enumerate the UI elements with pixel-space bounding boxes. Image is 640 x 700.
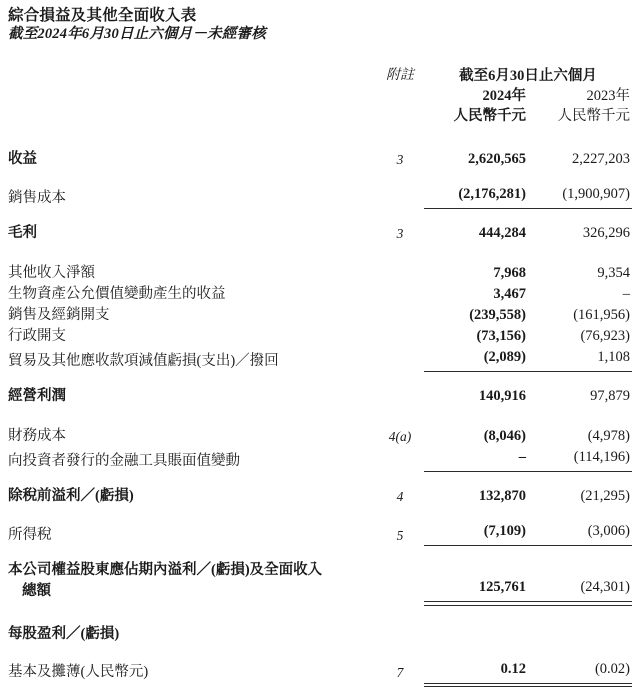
table-row — [8, 209, 632, 245]
row-label: 其他收入淨額 — [8, 265, 95, 281]
header-note-label: 附註 — [386, 68, 414, 83]
table-header — [8, 66, 632, 127]
row-label: 向投資者發行的金融工具賬面值變動 — [8, 452, 240, 469]
row-label: 每股盈利／(虧損) — [8, 625, 120, 642]
row-value-prior: (161,956) — [573, 307, 630, 323]
row-note: 3 — [396, 152, 404, 167]
row-note: 4 — [396, 489, 404, 504]
row-value-current: 125,761 — [424, 546, 528, 602]
income-statement-table — [8, 66, 632, 684]
row-label: 貿易及其他應收款項減值虧損(支出)／撥回 — [8, 352, 279, 369]
row-label: 行政開支 — [8, 328, 66, 344]
row-value-current: (8,046) — [483, 428, 526, 444]
header-spacer-4 — [8, 106, 376, 127]
row-value-current: (239,558) — [469, 307, 526, 323]
row-value-prior: (1,900,907) — [528, 170, 632, 209]
row-note — [376, 284, 424, 305]
row-value-prior: 2,227,203 — [572, 151, 630, 167]
table-row — [8, 284, 632, 305]
row-value-current: 132,870 — [478, 488, 526, 504]
row-value-prior: 97,879 — [590, 388, 630, 404]
row-value-current: 140,916 — [478, 388, 526, 404]
header-year-prior: 2023年 — [586, 88, 630, 104]
table-row — [8, 507, 632, 546]
row-note — [376, 347, 424, 372]
row-value-prior: 326,296 — [582, 225, 630, 241]
table-row — [8, 447, 632, 472]
row-value-prior: (4,978) — [587, 428, 630, 444]
header-year-current: 2024年 — [482, 88, 526, 104]
row-value-current: (2,176,281) — [424, 170, 528, 209]
row-label: 銷售及經銷開支 — [8, 307, 110, 323]
row-value-prior: (21,295) — [580, 488, 630, 504]
row-note: 4(a) — [388, 429, 412, 444]
row-label — [8, 546, 376, 602]
row-value-current: 2,620,565 — [468, 151, 526, 167]
row-value-current: (2,089) — [424, 347, 528, 372]
row-value-prior: – — [622, 286, 630, 302]
row-value-current: (7,109) — [424, 507, 528, 546]
table-row — [8, 407, 632, 447]
row-label-line1: 本公司權益股東應佔期內溢利／(虧損)及全面收入 — [8, 561, 323, 578]
row-value-current: 3,467 — [493, 286, 526, 302]
row-note: 3 — [396, 226, 404, 241]
row-note — [376, 602, 424, 645]
page-subtitle: 截至2024年6月30日止六個月－未經審核 — [8, 26, 266, 42]
header-spacer-3 — [376, 86, 424, 106]
table-row — [8, 546, 632, 602]
header-spacer — [8, 66, 376, 86]
row-label: 除稅前溢利／(虧損) — [8, 488, 134, 504]
row-label-line2: 總額 — [22, 582, 51, 599]
table-row — [8, 645, 632, 684]
header-unit-current: 人民幣千元 — [453, 108, 526, 124]
row-note — [376, 305, 424, 326]
row-value-prior: 1,108 — [528, 347, 632, 372]
row-value-prior: 9,354 — [597, 265, 630, 281]
table-row — [8, 326, 632, 347]
row-note: 7 — [396, 665, 404, 680]
table-row — [8, 372, 632, 408]
table-row — [8, 170, 632, 209]
header-row-years — [8, 86, 632, 106]
header-row-period — [8, 66, 632, 86]
row-label: 基本及攤薄(人民幣元) — [8, 664, 149, 680]
row-value-current: 7,968 — [493, 265, 526, 281]
header-spacer-2 — [8, 86, 376, 106]
row-value-prior — [528, 602, 632, 645]
row-label: 經營利潤 — [8, 388, 66, 404]
row-value-current: (73,156) — [476, 328, 526, 344]
row-value-prior: (76,923) — [580, 328, 630, 344]
row-value-prior: (24,301) — [528, 546, 632, 602]
table-row — [8, 347, 632, 372]
row-note — [376, 170, 424, 209]
header-spacer-5 — [376, 106, 424, 127]
row-note: 5 — [396, 527, 404, 543]
row-note — [376, 244, 424, 284]
row-label: 毛利 — [8, 225, 37, 241]
header-unit-prior: 人民幣千元 — [557, 108, 630, 124]
table-row — [8, 244, 632, 284]
row-value-current: 0.12 — [424, 645, 528, 684]
row-label: 財務成本 — [8, 428, 66, 444]
row-value-prior: (3,006) — [528, 507, 632, 546]
table-row — [8, 305, 632, 326]
page-title: 綜合損益及其他全面收入表 — [8, 7, 197, 24]
row-label: 生物資產公允價值變動產生的收益 — [8, 286, 226, 302]
table-row — [8, 602, 632, 645]
row-label: 所得稅 — [8, 526, 52, 543]
row-note — [376, 326, 424, 347]
row-label: 收益 — [8, 151, 37, 167]
row-value-current — [424, 602, 528, 645]
row-value-current: – — [424, 447, 528, 472]
row-value-prior: (114,196) — [528, 447, 632, 472]
row-label: 銷售成本 — [8, 189, 66, 206]
row-note — [376, 546, 424, 602]
table-row — [8, 472, 632, 508]
row-note — [376, 447, 424, 472]
row-value-current: 444,284 — [478, 225, 526, 241]
table-row — [8, 127, 632, 170]
row-value-prior: (0.02) — [528, 645, 632, 684]
header-period-span: 截至6月30日止六個月 — [459, 68, 597, 84]
table-body — [8, 127, 632, 683]
header-row-units — [8, 106, 632, 127]
row-note — [376, 372, 424, 408]
